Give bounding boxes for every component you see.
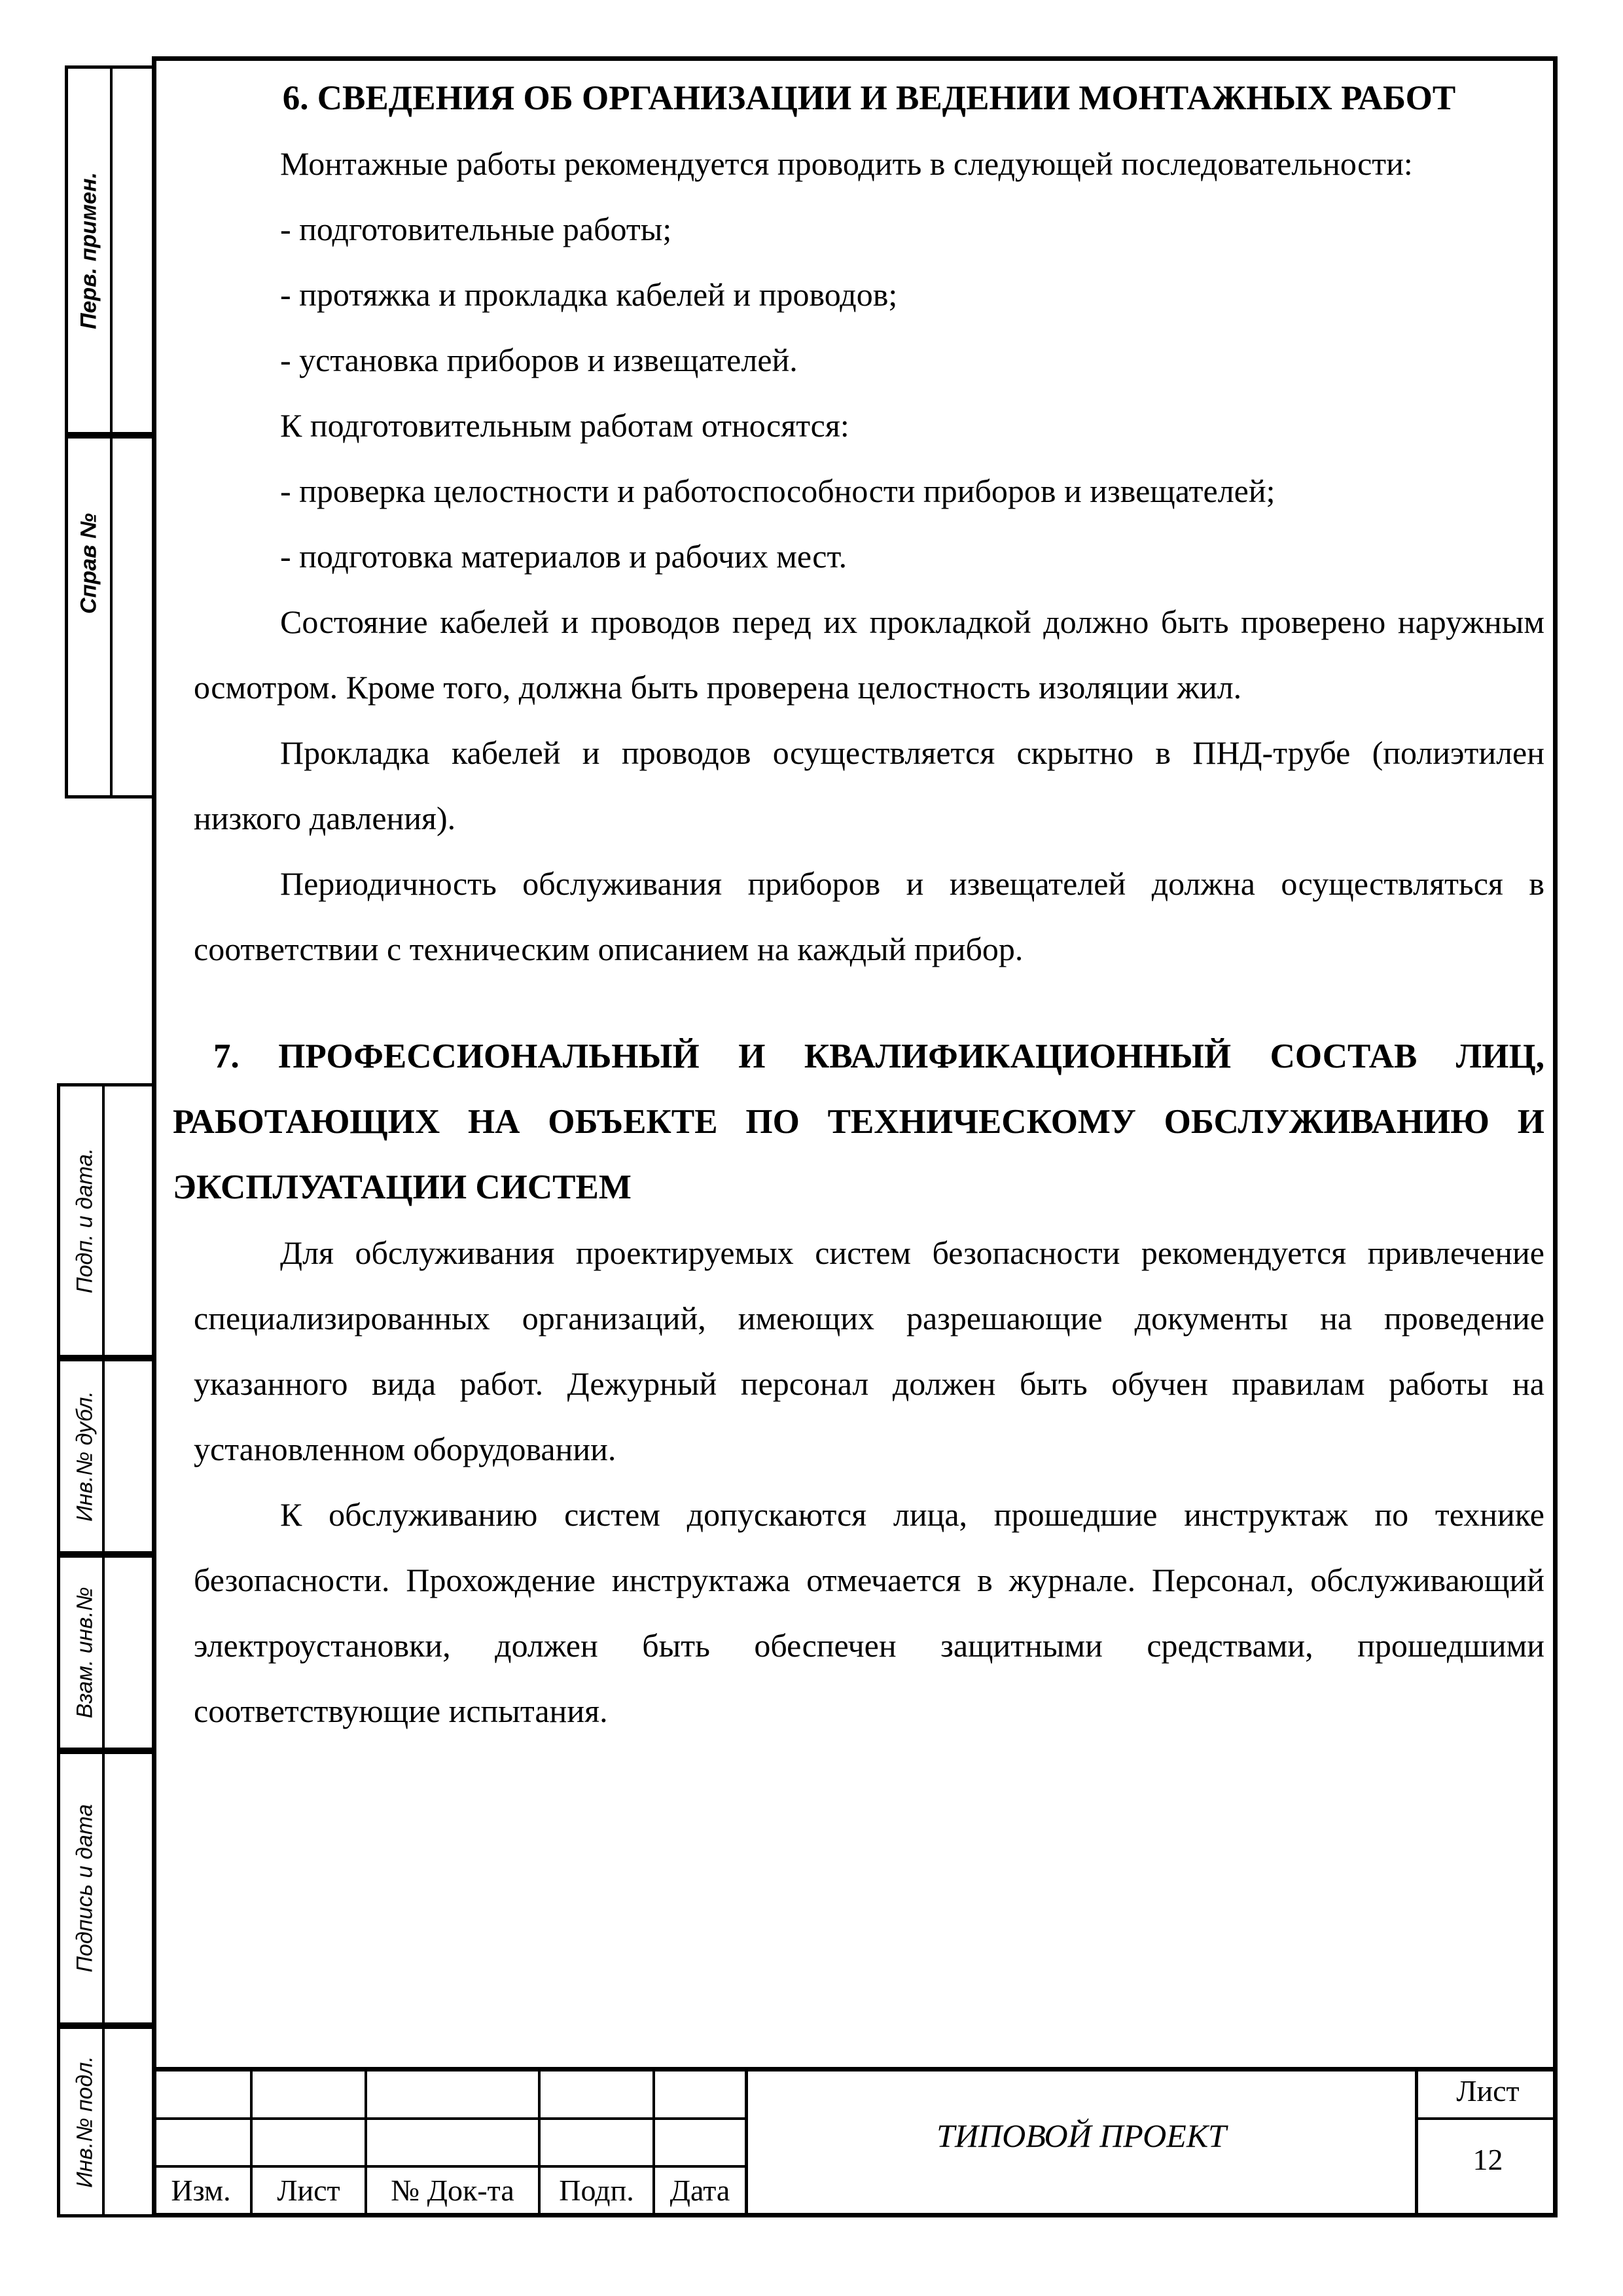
stamp-label: Подпись и дата	[72, 1804, 98, 1973]
tb-sheet-number: 12	[1472, 2143, 1503, 2176]
stamp-label: Подп. и дата.	[72, 1147, 98, 1294]
stamp-label: Инв.№ дубл.	[72, 1391, 98, 1522]
paragraph: Для обслуживания проектируемых систем безопасности рекомендуется привлечение специализированных организаций, имеющих разрешающие документы на проведение указанного вида работ. Дежурный персонал должен быть обучен правилам работы на установленном оборудовании.	[194, 1234, 1544, 1467]
section-6-heading: 6. СВЕДЕНИЯ ОБ ОРГАНИЗАЦИИ И ВЕДЕНИИ МОНТАЖНЫХ РАБОТ	[282, 79, 1456, 117]
paragraph: Состояние кабелей и проводов перед их прокладкой должно быть проверено наружным осмотром. Кроме того, должна быть проверена целостность изоляции жил.	[194, 603, 1544, 706]
section-spacer	[194, 982, 1544, 1024]
stamp-label: Перв. примен.	[76, 171, 101, 329]
paragraph: Прокладка кабелей и проводов осуществляется скрытно в ПНД-трубе (полиэтилен низкого давления).	[194, 734, 1544, 836]
stamp-divider	[110, 69, 113, 432]
stamp-cell-podpis-data	[57, 1751, 152, 2026]
tb-col-izm: Изм.	[171, 2174, 231, 2207]
tb-col-data: Дата	[669, 2174, 730, 2207]
tb-rule	[1415, 2117, 1558, 2120]
stamp-divider	[102, 1086, 105, 1355]
section-6-intro: Монтажные работы рекомендуется проводить в следующей последовательности:	[280, 145, 1413, 182]
stamp-divider	[102, 1361, 105, 1551]
tb-rule	[152, 2117, 747, 2120]
stamp-cell-podp-data	[57, 1083, 152, 1358]
tb-rule	[152, 2165, 747, 2168]
stamp-label: Справ №	[76, 512, 101, 614]
side-stamp-bottom	[57, 1083, 152, 2217]
tb-sheet-label: Лист	[1456, 2074, 1520, 2108]
tb-project-title: ТИПОВОЙ ПРОЕКТ	[936, 2117, 1226, 2154]
tb-col-podp: Подп.	[559, 2174, 634, 2207]
stamp-divider	[102, 2029, 105, 2214]
stamp-divider	[110, 439, 113, 795]
stamp-divider	[102, 1558, 105, 1748]
list-item: - установка приборов и извещателей.	[280, 342, 798, 378]
tb-col-doc: № Док-та	[391, 2174, 514, 2207]
stamp-cell-perv-primen	[65, 65, 152, 435]
tb-rule	[152, 2067, 1558, 2072]
prep-intro: К подготовительным работам относятся:	[280, 407, 849, 444]
list-item: - подготовительные работы;	[280, 211, 672, 247]
title-block	[152, 2067, 1558, 2217]
stamp-label: Взам. инв.№	[72, 1587, 98, 1719]
stamp-cell-sprav	[65, 435, 152, 798]
stamp-divider	[102, 1754, 105, 2022]
list-item: - проверка целостности и работоспособности приборов и извещателей;	[280, 473, 1275, 509]
list-item: - протяжка и прокладка кабелей и проводов;	[280, 276, 898, 313]
section-7-heading: 7. ПРОФЕССИОНАЛЬНЫЙ И КВАЛИФИКАЦИОННЫЙ СОСТАВ ЛИЦ, РАБОТАЮЩИХ НА ОБЪЕКТЕ ПО ТЕХНИЧЕСКОМУ ОБСЛУЖИВАНИЮ И ЭКСПЛУАТАЦИИ СИСТЕМ	[173, 1037, 1544, 1206]
tb-col-list: Лист	[277, 2174, 340, 2207]
stamp-cell-inv-dubl	[57, 1358, 152, 1554]
list-item: - подготовка материалов и рабочих мест.	[280, 538, 847, 575]
side-stamp-top	[65, 65, 152, 798]
paragraph: К обслуживанию систем допускаются лица, прошедшие инструктаж по технике безопасности. Прохождение инструктажа отмечается в журнале. Персонал, обслуживающий электроустановки, должен быть обеспечен защитными средствами, прошедшими соответствующие испытания.	[194, 1496, 1544, 1729]
stamp-label: Инв.№ подл.	[72, 2055, 98, 2188]
paragraph: Периодичность обслуживания приборов и извещателей должна осуществляться в соответствии с техническим описанием на каждый прибор.	[194, 865, 1544, 967]
stamp-cell-vzam-inv	[57, 1554, 152, 1751]
stamp-cell-inv-podl	[57, 2026, 152, 2217]
document-body	[173, 65, 1544, 1744]
